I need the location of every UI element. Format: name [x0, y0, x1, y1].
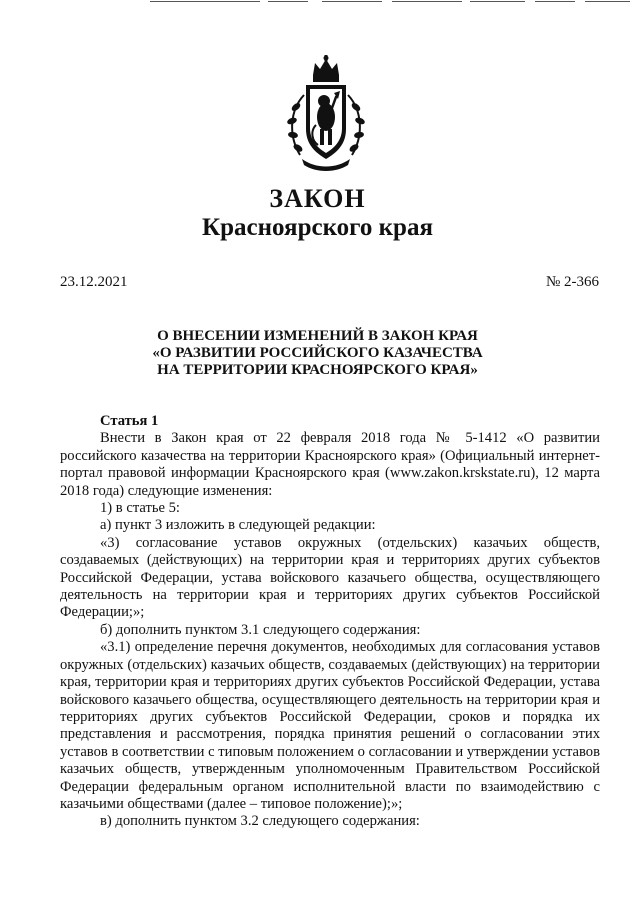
law-body: [60, 413, 600, 831]
coat-of-arms-icon: [282, 55, 370, 173]
law-heading: [0, 328, 635, 379]
law-date: 23.12.2021: [60, 274, 128, 290]
paragraph-item-v: в) дополнить пунктом 3.2 следующего содержания:: [100, 813, 420, 830]
heading-line-2: «О РАЗВИТИИ РОССИЙСКОГО КАЗАЧЕСТВА: [152, 345, 483, 361]
law-number: № 2-366: [545, 274, 599, 290]
paragraph-point-3: «3) согласование уставов окружных (отдельских) казачьих обществ, создаваемых (действующих) на территории края и территориях других субъектов Российской Федерации, устава войскового казачьего общества, осуществляющего деятельность на территории края и территориях других субъектов Российской Федерации;»;: [60, 534, 600, 621]
scan-edge-marks: [0, 0, 635, 4]
heading-line-1: О ВНЕСЕНИИ ИЗМЕНЕНИЙ В ЗАКОН КРАЯ: [157, 328, 478, 344]
law-subtitle: Красноярского края: [202, 214, 433, 241]
article-title: Статья 1: [100, 413, 159, 429]
paragraph-item-b: б) дополнить пунктом 3.1 следующего содержания:: [100, 621, 421, 638]
paragraph-point-3-1: «3.1) определение перечня документов, необходимых для согласования уставов окружных (отдельских) казачьих обществ, создаваемых (действующих) на территории края, территории края и территориях других субъектов Российской Федерации, устава войскового казачьего общества, осуществляющего деятельность на территории края и территориях других субъектов Российской Федерации, сроков и порядка их представления и рассмотрения, порядка принятия решений о согласовании этих уставов в соответствии с типовым положением о согласовании и утверждении уставов казачьих обществ, утвержденным уполномоченным Правительством Российской Федерации федеральным органом исполнительной власти по взаимодействию с казачьими обществами (далее – типовое положение);»;: [60, 639, 600, 812]
law-title: ЗАКОН: [269, 184, 366, 213]
paragraph-intro: Внести в Закон края от 22 февраля 2018 года № 5-1412 «О развитии российского казачества на территории Красноярского края» (Официальный интернет-портал правовой информации Красноярского края (www.zakon.krskstate.ru), 12 марта 2018 года) следующие изменения:: [60, 430, 600, 499]
heading-line-3: НА ТЕРРИТОРИИ КРАСНОЯРСКОГО КРАЯ»: [157, 362, 478, 378]
paragraph-item-1: 1) в статье 5:: [100, 500, 180, 517]
paragraph-item-a: а) пункт 3 изложить в следующей редакции:: [100, 517, 376, 534]
